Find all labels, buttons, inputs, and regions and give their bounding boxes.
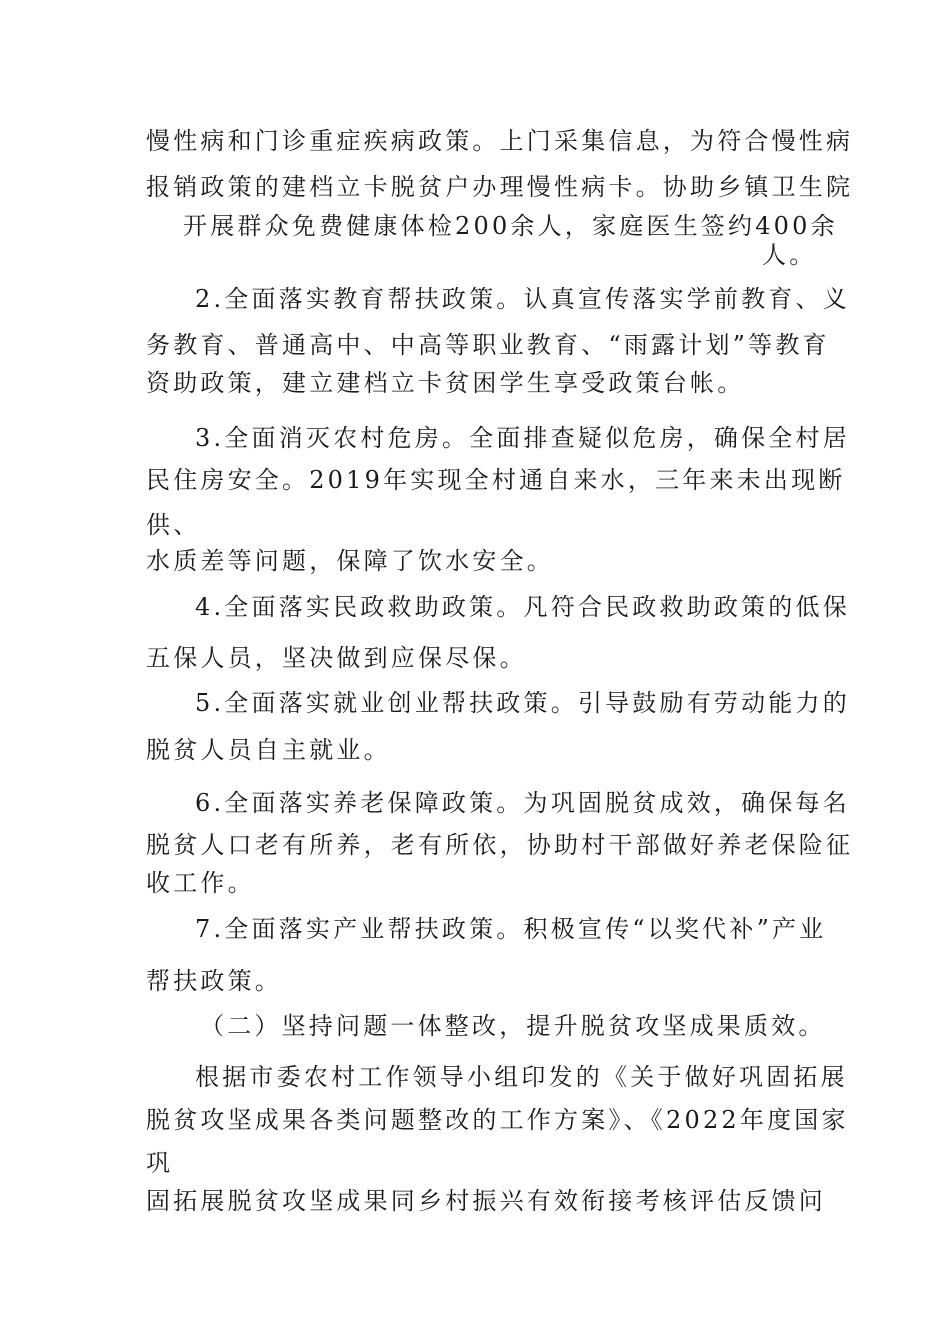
text-line: 收工作。 <box>146 869 255 897</box>
text-line: 慢性病和门诊重症疾病政策。上门采集信息，为符合慢性病 <box>146 127 854 155</box>
text-line: 3.全面消灭农村危房。全面排查疑似危房，确保全村居 <box>195 424 850 452</box>
text-line: 4.全面落实民政救助政策。凡符合民政救助政策的低保 <box>195 593 850 621</box>
text-line: 人。 <box>762 241 817 269</box>
text-line: 7.全面落实产业帮扶政策。积极宣传“以奖代补”产业 <box>195 915 827 943</box>
text-line: 开展群众免费健康体检200余人，家庭医生签约400余 <box>183 212 838 240</box>
text-line: 脱贫攻坚成果各类问题整改的工作方案》、《2022年度国家 <box>146 1106 849 1134</box>
text-line: 5.全面落实就业创业帮扶政策。引导鼓励有劳动能力的 <box>195 689 850 717</box>
text-line: 五保人员，坚决做到应保尽保。 <box>146 644 527 672</box>
text-line: 报销政策的建档立卡脱贫户办理慢性病卡。协助乡镇卫生院 <box>146 173 854 201</box>
text-line: 民住房安全。2019年实现全村通自来水，三年来未出现断 <box>146 466 846 494</box>
text-line: 帮扶政策。 <box>146 967 282 995</box>
section-heading: （二）坚持问题一体整改，提升脱贫攻坚成果质效。 <box>200 1012 826 1040</box>
text-line: 6.全面落实养老保障政策。为巩固脱贫成效，确保每名 <box>195 789 850 817</box>
text-line: 固拓展脱贫攻坚成果同乡村振兴有效衔接考核评估反馈问 <box>146 1187 826 1215</box>
text-line: 务教育、普通高中、中高等职业教育、“雨露计划”等教育 <box>146 331 830 359</box>
text-line: 根据市委农村工作领导小组印发的《关于做好巩固拓展 <box>195 1063 848 1091</box>
text-line: 脱贫人员自主就业。 <box>146 736 391 764</box>
text-line: 2.全面落实教育帮扶政策。认真宣传落实学前教育、义 <box>195 285 850 313</box>
text-line: 资助政策，建立建档立卡贫困学生享受政策台帐。 <box>146 369 745 397</box>
text-line: 巩 <box>146 1149 174 1177</box>
text-line: 脱贫人口老有所养，老有所依，协助村干部做好养老保险征 <box>146 831 854 859</box>
text-line: 水质差等问题，保障了饮水安全。 <box>146 547 554 575</box>
text-line: 供、 <box>146 511 201 539</box>
